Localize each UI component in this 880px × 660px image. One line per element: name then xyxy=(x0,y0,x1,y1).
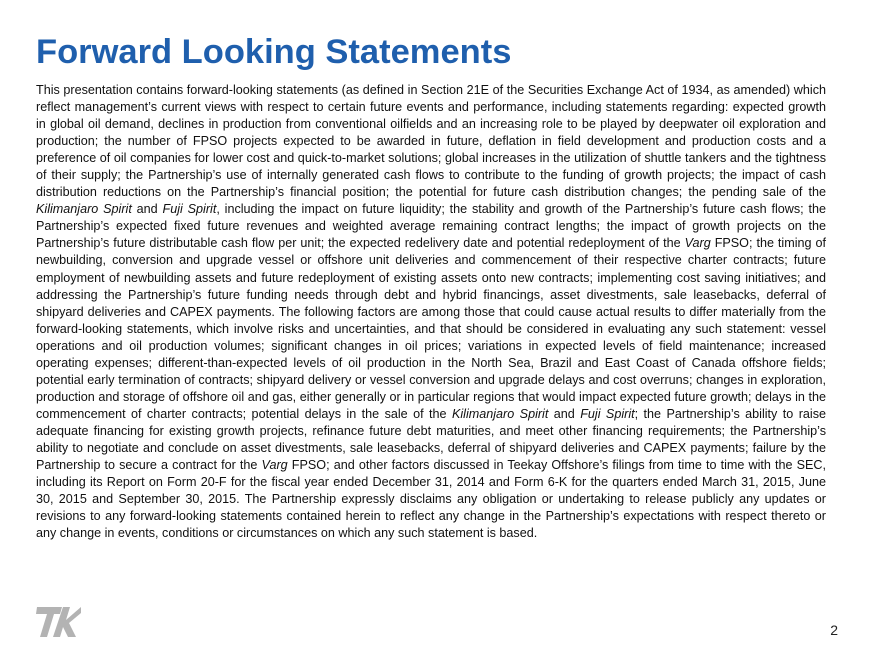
vessel-name-italic: Varg xyxy=(261,458,288,473)
vessel-name-italic: Fuji Spirit xyxy=(162,202,217,217)
paragraph-text-segment: , including the impact on future liquidity; the stability and growth of the Partnership’s future cash flows; the Partnership’s expected fixed future revenues and weighted average remaining contract lengths; the impact of growth projects on the Partnership’s future distributable cash flow per unit; the expected redelivery date and potential redeployment of the xyxy=(36,202,827,251)
vessel-name-italic: Kilimanjaro Spirit xyxy=(451,406,549,421)
paragraph-text-segment: and xyxy=(131,202,163,217)
paragraph-text-segment: ; the Partnership’s ability to raise adequate financing for existing growth projects, refinance future debt maturities, and meet other financing requirements; the Partnership’s ability to negotiate and conclude on asset divestments, sale leasebacks, deferral of shipyard deliveries and CAPEX payments; failure by the Partnership to secure a contract for the xyxy=(36,406,826,473)
teekay-logo-icon xyxy=(36,604,82,640)
paragraph-text-segment: and xyxy=(548,406,581,421)
paragraph-text-segment: FPSO; and other factors discussed in Teekay Offshore’s filings from time to time with the SEC, including its Report on Form 20-F for the fiscal year ended December 31, 2014 and Form 6-K for the quarters ended March 31, 2015, June 30, 2015 and September 30, 2015. The Partnership expressly disclaims any obligation or undertaking to release publicly any updates or revisions to any forward-looking statements contained herein to reflect any change in the Partnership’s expectations with respect thereto or any change in events, conditions or circumstances on which any such statement is based. xyxy=(36,458,827,541)
vessel-name-italic: Fuji Spirit xyxy=(580,406,635,421)
paragraph-text-segment: FPSO; the timing of newbuilding, conversion and upgrade vessel or offshore unit deliveries and commencement of their respective charter contracts; future employment of newbuilding assets and future redeployment of existing assets onto new contracts; implementing cost saving initiatives; and addressing the Partnership’s future funding needs through debt and hybrid financings, asset divestments, sale leasebacks, deferral of shipyard deliveries and CAPEX payments. The following factors are among those that could cause actual results to differ materially from the forward-looking statements, which involve risks and uncertainties, and that should be considered in evaluating any such statement: vessel operations and oil production volumes; significant changes in oil prices; variations in expected levels of field maintenance; increased operating expenses; different-than-expected levels of oil production in the North Sea, Brazil and East Coast of Canada offshore fields; potential early termination of contracts; shipyard delivery or vessel conversion and upgrade delays and cost overruns; changes in exploration, production and storage of offshore oil and gas, either generally or in particular regions that would impact expected future growth; delays in the commencement of charter contracts; potential delays in the sale of the xyxy=(36,236,826,421)
vessel-name-italic: Varg xyxy=(684,236,711,251)
page-number: 2 xyxy=(830,622,838,638)
disclaimer-paragraph xyxy=(36,82,826,542)
vessel-name-italic: Kilimanjaro Spirit xyxy=(36,202,132,217)
paragraph-text-segment: This presentation contains forward-looking statements (as defined in Section 21E of the Securities Exchange Act of 1934, as amended) which reflect management’s current views with respect to certain future events and performance, including statements regarding: expected growth in global oil demand, declines in production from conventional oilfields and an increasing role to be played by deepwater oil exploration and production; the number of FPSO projects expected to be awarded in future, deflation in field development and production costs and a preference of oil companies for lower cost and quick-to-market solutions; global increases in the utilization of shuttle tankers and the tightness of their supply; the Partnership’s use of internally generated cash flows to contribute to the funding of growth projects; the impact of cash distribution reductions on the Partnership’s financial position; the potential for future cash distribution changes; the pending sale of the xyxy=(36,83,826,200)
page-title: Forward Looking Statements xyxy=(36,33,512,71)
